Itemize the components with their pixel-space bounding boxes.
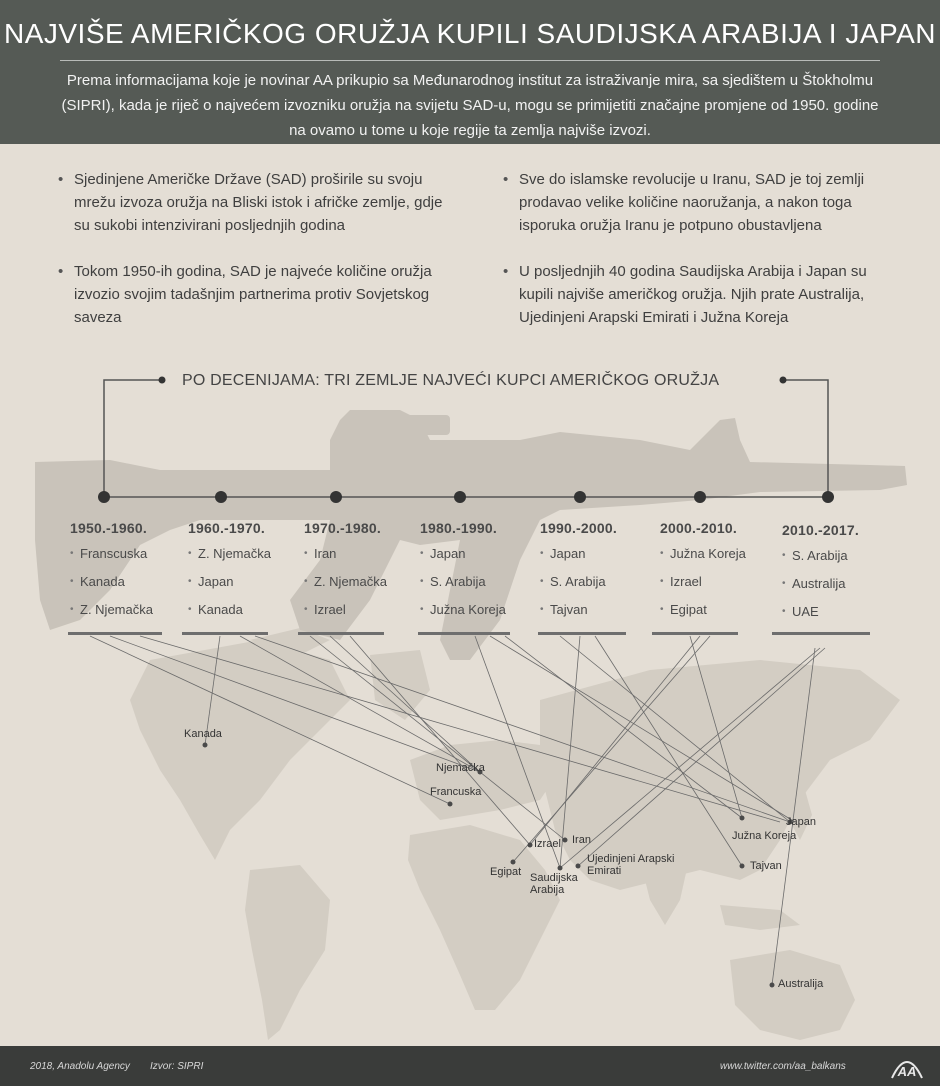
decade-1990 — [540, 520, 660, 629]
decade-underline — [772, 632, 870, 635]
footer-twitter-link[interactable]: www.twitter.com/aa_balkans — [720, 1061, 846, 1072]
decade-1980 — [420, 520, 540, 629]
anadolu-agency-logo-icon — [890, 1052, 924, 1080]
page-title: NAJVIŠE AMERIČKOG ORUŽJA KUPILI SAUDIJSKA ARABIJA I JAPAN — [3, 18, 937, 49]
decade-underline — [652, 632, 738, 635]
decade-country: • S. Arabija — [782, 547, 902, 575]
bullets-left — [58, 168, 458, 352]
decade-country: • Izrael — [660, 573, 780, 601]
decade-label: 1980.-1990. — [420, 520, 497, 536]
decade-country: • Japan — [188, 573, 308, 601]
decade-country: • Japan — [540, 545, 660, 573]
city-label-saudijska-arabija: Saudijska Arabija — [530, 872, 578, 896]
decade-2010 — [782, 522, 902, 631]
decade-country: • S. Arabija — [420, 573, 540, 601]
decade-underline — [68, 632, 162, 635]
decade-2000 — [660, 520, 780, 629]
decade-country: • Južna Koreja — [660, 545, 780, 573]
decade-country: • Z. Njemačka — [70, 601, 190, 629]
decade-country: • Egipat — [660, 601, 780, 629]
title-divider — [60, 60, 880, 61]
city-label-iran: Iran — [572, 834, 591, 846]
city-label-australija: Australija — [778, 978, 824, 990]
footer-copyright: 2018, Anadolu Agency — [30, 1061, 130, 1072]
timeline-title: PO DECENIJAMA: TRI ZEMLJE NAJVEĆI KUPCI AMERIČKOG ORUŽJA — [182, 372, 720, 389]
decade-country: • UAE — [782, 603, 902, 631]
city-label-njemacka: Njemačka — [436, 762, 485, 774]
decade-country: • S. Arabija — [540, 573, 660, 601]
decade-label: 1990.-2000. — [540, 520, 617, 536]
decade-underline — [182, 632, 268, 635]
decade-country: • Z. Njemačka — [304, 573, 424, 601]
decade-underline — [418, 632, 510, 635]
decade-country: • Izrael — [304, 601, 424, 629]
city-label-juzna-koreja: Južna Koreja — [732, 830, 797, 842]
header-banner — [0, 0, 940, 144]
footer-source: Izvor: SIPRI — [150, 1061, 204, 1072]
decade-1960 — [188, 520, 308, 629]
decade-label: 1950.-1960. — [70, 520, 147, 536]
city-label-tajvan: Tajvan — [750, 860, 782, 872]
bullet-item: • U posljednjih 40 godina Saudijska Arabija i Japan su kupili najviše američkog oružja. Njih prate Australija, Ujedinjeni Arapski Emirati i Južna Koreja — [503, 260, 903, 329]
decade-country: • Franscuska — [70, 545, 190, 573]
city-label-francuska: Francuska — [430, 786, 482, 798]
city-label-kanada: Kanada — [184, 728, 222, 740]
decade-country: • Južna Koreja — [420, 601, 540, 629]
decade-1950 — [70, 520, 190, 629]
decade-country: • Australija — [782, 575, 902, 603]
bullet-item: • Sjedinjene Američke Države (SAD) proširile su svoju mrežu izvoza oružja na Bliski istok i afričke zemlje, gdje su sukobi intenzivirani posljednjih godina — [58, 168, 458, 237]
decade-underline — [298, 632, 384, 635]
footer-bar — [0, 1046, 940, 1086]
city-label-izrael: Izrael — [534, 838, 561, 850]
bullet-item: • Sve do islamske revolucije u Iranu, SAD je toj zemlji prodavao velike količine naoružanja, a nakon toga isporuka oružja Iranu je potpuno obustavljena — [503, 168, 903, 237]
decade-country: • Kanada — [70, 573, 190, 601]
decade-label: 2010.-2017. — [782, 522, 859, 538]
logo-text: AA — [897, 1064, 917, 1079]
decade-country: • Japan — [420, 545, 540, 573]
decade-label: 1970.-1980. — [304, 520, 381, 536]
decade-underline — [538, 632, 626, 635]
decade-label: 1960.-1970. — [188, 520, 265, 536]
city-label-egipat: Egipat — [490, 866, 522, 878]
bullet-item: • Tokom 1950-ih godina, SAD je najveće količine oružja izvozio svojim tadašnjim partnerima protiv Sovjetskog saveza — [58, 260, 458, 329]
decade-country: • Iran — [304, 545, 424, 573]
city-label-japan: Japan — [786, 816, 816, 828]
decade-country: • Kanada — [188, 601, 308, 629]
decade-country: • Z. Njemačka — [188, 545, 308, 573]
decade-label: 2000.-2010. — [660, 520, 737, 536]
city-label-uae: Ujedinjeni Arapski Emirati — [587, 853, 675, 877]
bullets-right — [503, 168, 903, 352]
intro-text: Prema informacijama koje je novinar AA prikupio sa Međunarodnog institut za istraživanje mira, sa sjedištem u Štokholmu (SIPRI), kada je riječ o najvećem izvozniku oružja na svijetu SAD-u, mogu se primijetiti značajne promjene od 1950. godine na ovamo u tome u koje regije ta zemlja najviše izvozi. — [61, 72, 879, 139]
decade-1970 — [304, 520, 424, 629]
decade-country: • Tajvan — [540, 601, 660, 629]
